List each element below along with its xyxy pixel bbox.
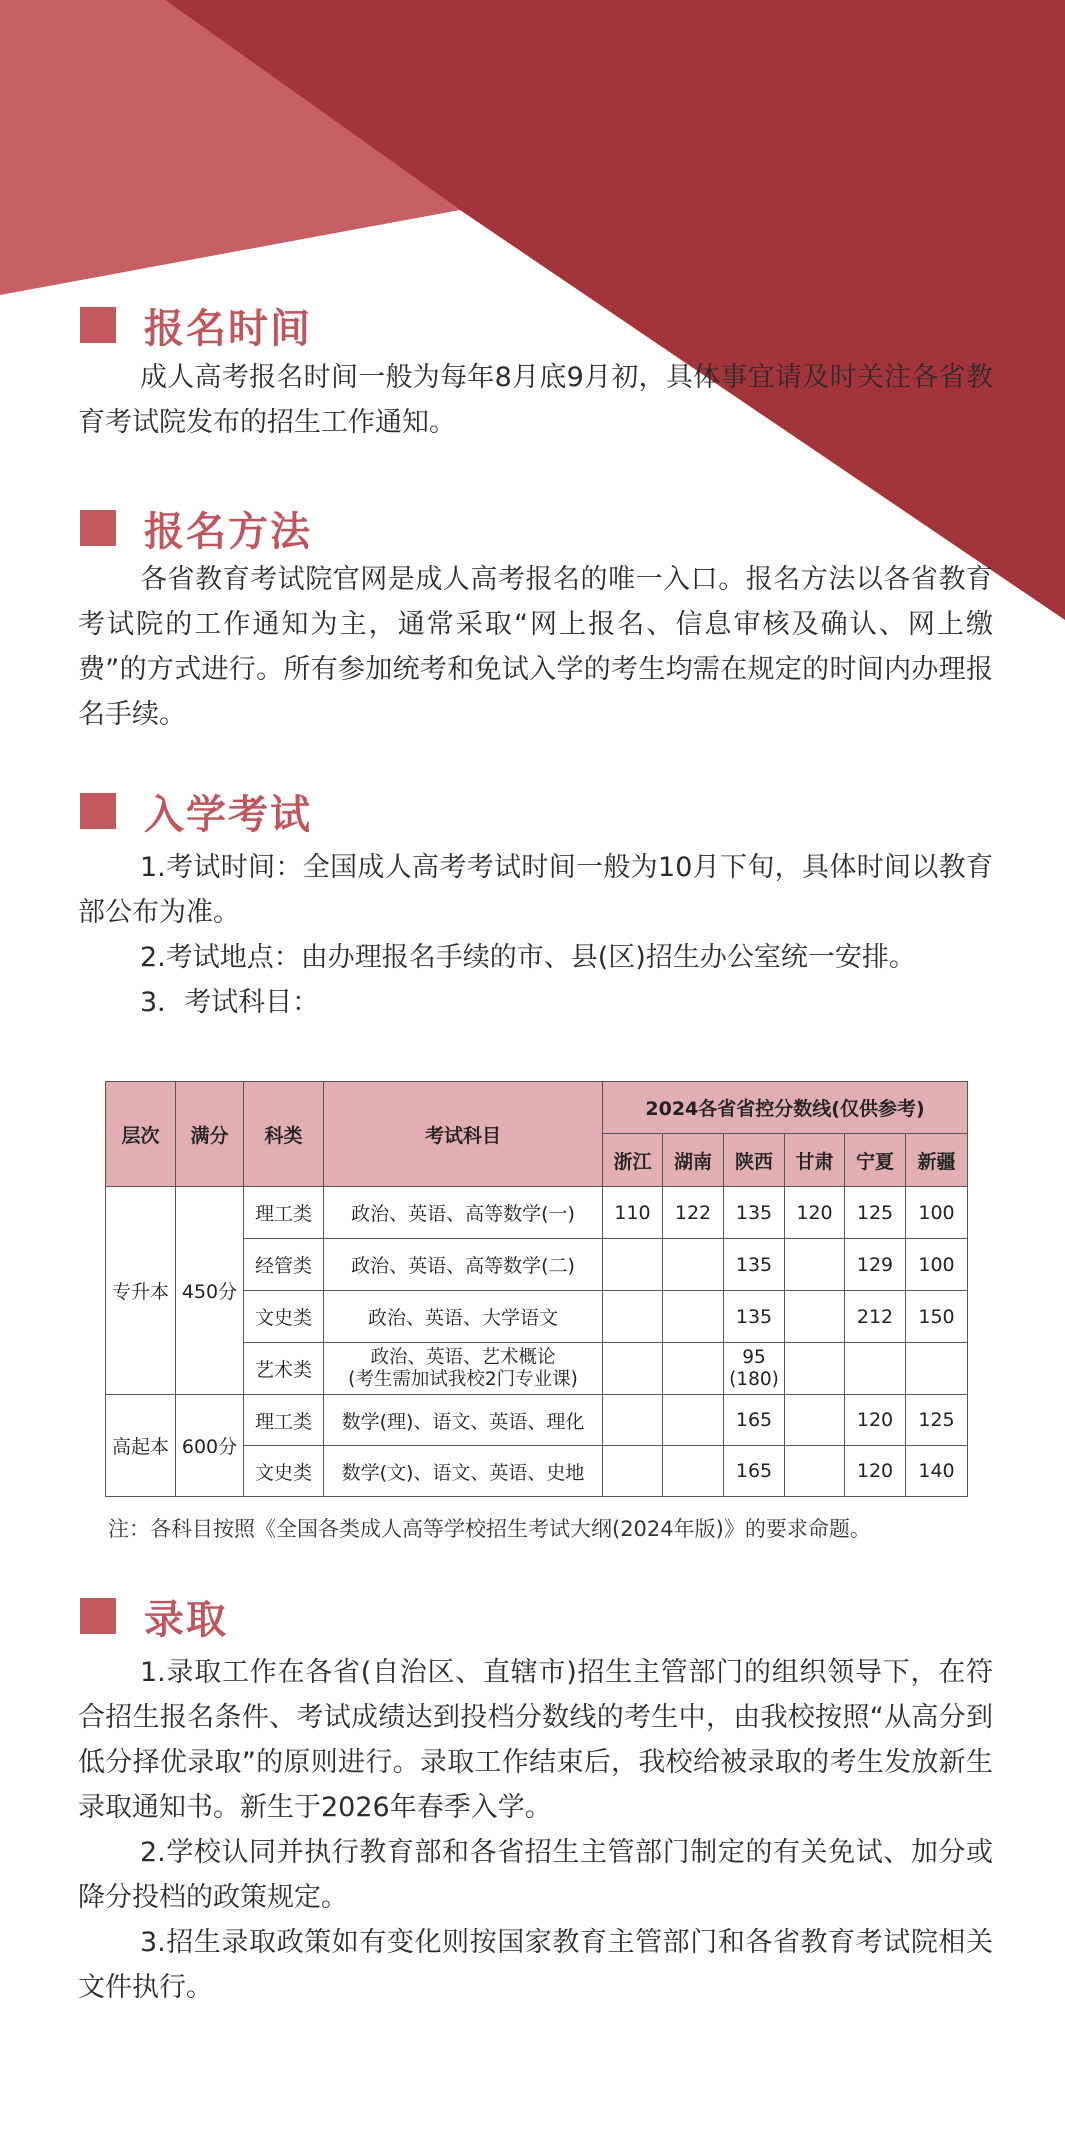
- header-province: 宁夏: [845, 1134, 906, 1187]
- subjects-note: (考生需加试我校2门专业课): [348, 1368, 578, 1390]
- score-cell: [845, 1343, 906, 1395]
- section-title: 报名时间: [144, 305, 312, 352]
- header-province: 陕西: [724, 1134, 785, 1187]
- full-score-cell: 600分: [176, 1395, 244, 1497]
- square-bullet-icon: [80, 307, 116, 343]
- square-bullet-icon: [80, 793, 116, 829]
- entrance-exam-list: [78, 845, 993, 1025]
- subjects-text: 政治、英语、艺术概论: [370, 1346, 556, 1368]
- score-cell: [603, 1395, 663, 1446]
- header-province: 新疆: [906, 1134, 968, 1187]
- score-cell: [785, 1291, 845, 1343]
- score-cell: 125: [845, 1187, 906, 1239]
- header-level: 层次: [106, 1082, 176, 1187]
- table-row: [106, 1395, 968, 1446]
- section-title: 报名方法: [144, 508, 312, 555]
- section-heading-registration-time: [80, 295, 312, 355]
- score-cell: 125: [906, 1395, 968, 1446]
- score-note: (180): [729, 1368, 779, 1390]
- category-cell: 理工类: [244, 1395, 324, 1446]
- score-cell: [603, 1291, 663, 1343]
- score-cell: [785, 1343, 845, 1395]
- score-cell: 165: [724, 1446, 785, 1497]
- score-cell: [785, 1239, 845, 1291]
- admission-list: [78, 1650, 993, 2010]
- exam-subjects-score-table: [105, 1081, 968, 1497]
- score-cell: 165: [724, 1395, 785, 1446]
- score-cell: 129: [845, 1239, 906, 1291]
- header-score-group: 2024各省省控分数线(仅供参考): [603, 1082, 968, 1134]
- score-cell: [663, 1446, 724, 1497]
- square-bullet-icon: [80, 1598, 116, 1634]
- score-cell: 110: [603, 1187, 663, 1239]
- score-cell: 140: [906, 1446, 968, 1497]
- score-cell: 120: [785, 1187, 845, 1239]
- score-cell: [603, 1239, 663, 1291]
- list-item: 3．考试科目：: [140, 987, 320, 1018]
- subjects-cell: [324, 1343, 603, 1395]
- score-cell: [663, 1291, 724, 1343]
- category-cell: 文史类: [244, 1446, 324, 1497]
- score-cell: 212: [845, 1291, 906, 1343]
- score-cell: [785, 1395, 845, 1446]
- score-cell: 135: [724, 1239, 785, 1291]
- score-cell: [724, 1343, 785, 1395]
- score-cell: 135: [724, 1291, 785, 1343]
- score-cell: 100: [906, 1239, 968, 1291]
- category-cell: 经管类: [244, 1239, 324, 1291]
- category-cell: 文史类: [244, 1291, 324, 1343]
- registration-method-text: 各省教育考试院官网是成人高考报名的唯一入口。报名方法以各省教育考试院的工作通知为主，通常采取“网上报名、信息审核及确认、网上缴费”的方式进行。所有参加统考和免试入学的考生均需在规定的时间内办理报名手续。: [78, 564, 993, 730]
- list-item: 1.考试时间：全国成人高考考试时间一般为10月下旬，具体时间以教育部公布为准。: [78, 852, 993, 928]
- registration-time-text: 成人高考报名时间一般为每年8月底9月初，具体事宜请及时关注各省教育考试院发布的招生工作通知。: [78, 362, 993, 438]
- header-full-score: 满分: [176, 1082, 244, 1187]
- score-cell: 122: [663, 1187, 724, 1239]
- subjects-cell: 政治、英语、高等数学(二): [324, 1239, 603, 1291]
- list-item: 3.招生录取政策如有变化则按国家教育主管部门和各省教育考试院相关文件执行。: [78, 1927, 993, 2003]
- full-score-cell: 450分: [176, 1187, 244, 1395]
- category-cell: 艺术类: [244, 1343, 324, 1395]
- subjects-cell: 政治、英语、大学语文: [324, 1291, 603, 1343]
- table-row: [106, 1187, 968, 1239]
- category-cell: 理工类: [244, 1187, 324, 1239]
- score-cell: [603, 1343, 663, 1395]
- score-cell: [663, 1395, 724, 1446]
- score-cell: [906, 1343, 968, 1395]
- score-value: 95: [742, 1346, 766, 1368]
- score-cell: [785, 1446, 845, 1497]
- subjects-cell: 政治、英语、高等数学(一): [324, 1187, 603, 1239]
- section-title: 录取: [144, 1596, 228, 1643]
- subjects-cell: 数学(理)、语文、英语、理化: [324, 1395, 603, 1446]
- score-cell: [663, 1239, 724, 1291]
- square-bullet-icon: [80, 510, 116, 546]
- score-cell: 135: [724, 1187, 785, 1239]
- level-cell: 高起本: [106, 1395, 176, 1497]
- score-cell: [603, 1446, 663, 1497]
- section-heading-admission: [80, 1586, 228, 1646]
- header-province: 甘肃: [785, 1134, 845, 1187]
- subjects-cell: 数学(文)、语文、英语、史地: [324, 1446, 603, 1497]
- score-cell: [663, 1343, 724, 1395]
- section-title: 入学考试: [144, 791, 312, 838]
- score-cell: 100: [906, 1187, 968, 1239]
- list-item: 2.考试地点：由办理报名手续的市、县(区)招生办公室统一安排。: [140, 942, 916, 973]
- section-heading-registration-method: [80, 498, 312, 558]
- score-cell: 150: [906, 1291, 968, 1343]
- header-province: 浙江: [603, 1134, 663, 1187]
- header-category: 科类: [244, 1082, 324, 1187]
- header-subjects: 考试科目: [324, 1082, 603, 1187]
- section-heading-entrance-exam: [80, 781, 312, 841]
- level-cell: 专升本: [106, 1187, 176, 1395]
- score-cell: 120: [845, 1395, 906, 1446]
- header-province: 湖南: [663, 1134, 724, 1187]
- score-cell: 120: [845, 1446, 906, 1497]
- table-note: 注：各科目按照《全国各类成人高等学校招生考试大纲(2024年版)》的要求命题。: [108, 1517, 871, 1541]
- list-item: 1.录取工作在各省(自治区、直辖市)招生主管部门的组织领导下，在符合招生报名条件、考试成绩达到投档分数线的考生中，由我校按照“从高分到低分择优录取”的原则进行。录取工作结束后，我校给被录取的考生发放新生录取通知书。新生于2026年春季入学。: [78, 1657, 993, 1823]
- list-item: 2.学校认同并执行教育部和各省招生主管部门制定的有关免试、加分或降分投档的政策规定。: [78, 1837, 993, 1913]
